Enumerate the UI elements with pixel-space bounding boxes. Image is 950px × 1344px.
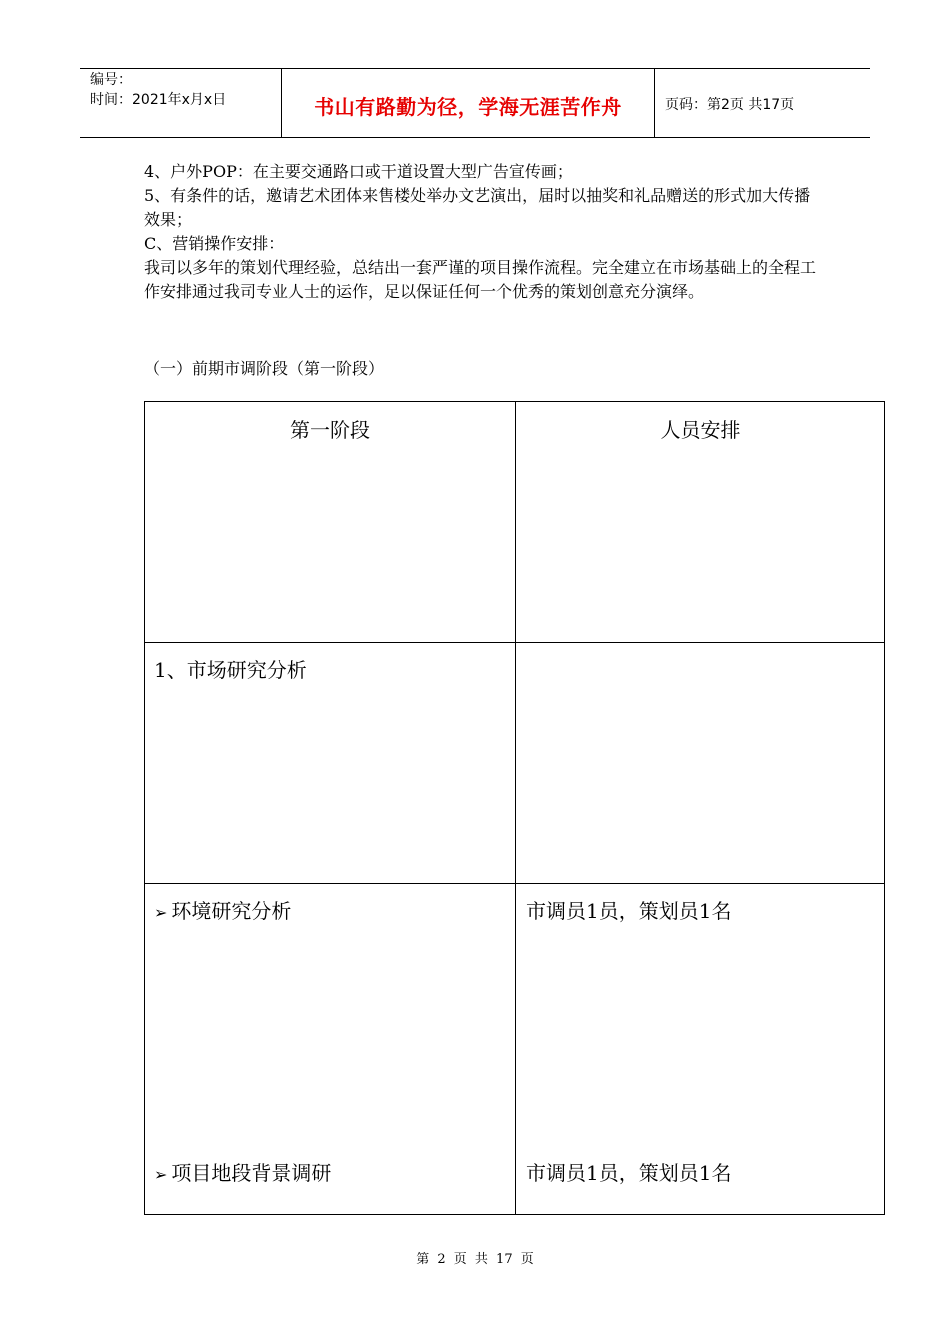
table-row-divider	[145, 642, 884, 643]
header-meta	[80, 69, 282, 137]
paragraph-marketing-heading: C、营销操作安排：	[144, 234, 285, 253]
section-title: （一）前期市调阶段（第一阶段）	[144, 359, 385, 378]
paragraph-outdoor-pop: 4、户外POP：在主要交通路口或干道设置大型广告宣传画；	[144, 162, 573, 181]
header-page-cell	[655, 69, 870, 137]
stage-table	[144, 401, 885, 1215]
site-background-label: 项目地段背景调研	[171, 1161, 332, 1185]
arrow-bullet-icon: ➢	[154, 903, 168, 922]
table-cell-site-staff: 市调员1员，策划员1名	[526, 1161, 732, 1185]
table-cell-environment-staff: 市调员1员，策划员1名	[526, 899, 732, 923]
document-number-label: 编号：	[90, 72, 132, 88]
environment-analysis-label: 环境研究分析	[171, 899, 292, 923]
page-header	[80, 68, 870, 138]
paragraph-company-intro: 我司以多年的策划代理经验，总结出一套严谨的项目操作流程。完全建立在市场基础上的全程工作安排通过我司专业人士的运作，足以保证任何一个优秀的策划创意充分演绎。	[144, 258, 817, 301]
paragraph-art-performance: 5、有条件的话，邀请艺术团体来售楼处举办文艺演出，届时以抽奖和礼品赠送的形式加大传播效果；	[144, 186, 811, 229]
arrow-bullet-icon: ➢	[154, 1165, 168, 1184]
header-motto: 书山有路勤为径，学海无涯苦作舟	[314, 95, 622, 119]
header-motto-cell	[282, 69, 655, 137]
page-footer: 第 2 页 共 17 页	[416, 1252, 534, 1267]
table-column-divider	[515, 402, 516, 1214]
document-date-label: 时间：2021年x月x日	[90, 92, 227, 108]
table-header-stage: 第一阶段	[290, 418, 370, 442]
table-row-divider	[145, 883, 884, 884]
table-header-staff: 人员安排	[660, 418, 741, 442]
table-cell-market-research: 1、市场研究分析	[154, 658, 307, 682]
header-page-number: 页码：第2页 共17页	[665, 97, 795, 113]
table-cell-site-background	[154, 1160, 331, 1188]
table-cell-environment-analysis	[154, 898, 291, 926]
